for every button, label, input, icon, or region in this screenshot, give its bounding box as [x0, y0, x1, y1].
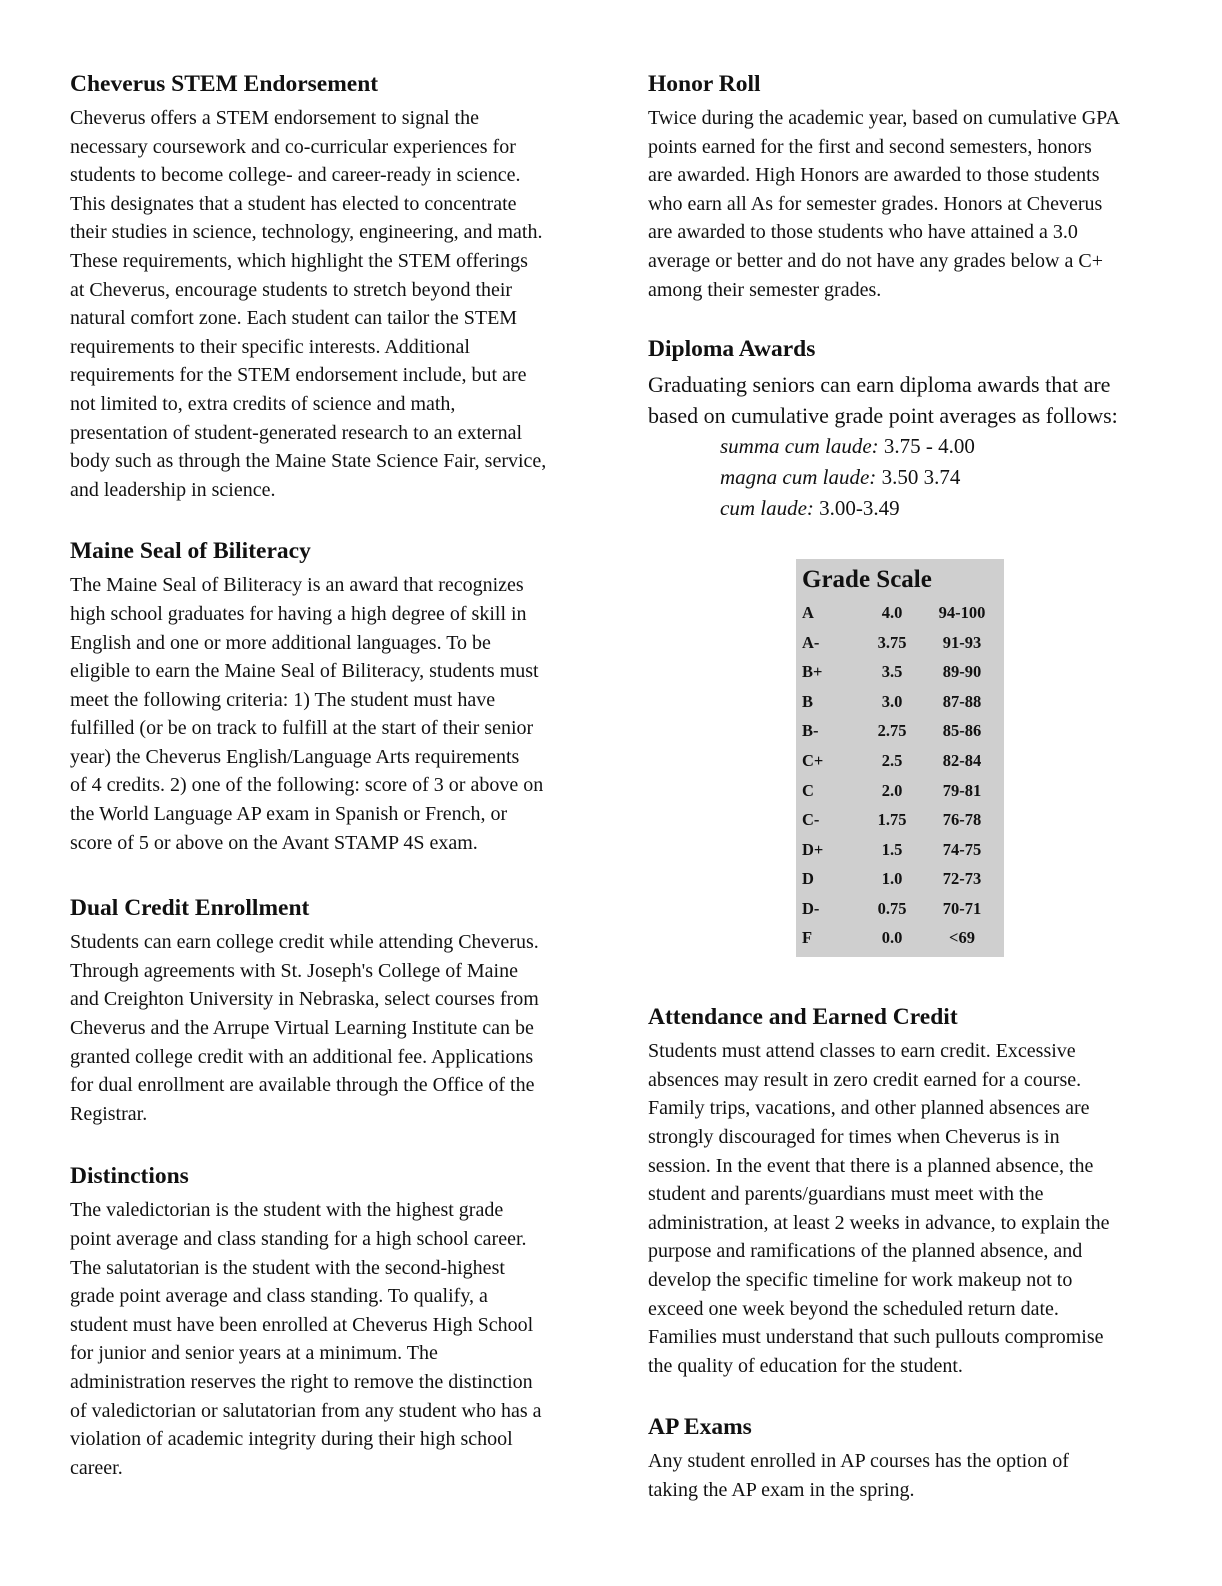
award-line	[648, 462, 1153, 493]
grade-row	[796, 835, 1004, 865]
grade-gpa: 2.5	[881, 750, 903, 770]
grade-gpa: 0.0	[881, 928, 903, 948]
grade-gpa: 3.75	[877, 632, 907, 652]
grade-row	[796, 894, 1004, 924]
right-column	[648, 70, 1153, 1504]
award-label: summa cum laude:	[720, 434, 879, 459]
text-line: their studies in science, technology, engineering, and math.	[70, 221, 543, 244]
text-line: students to become college- and career-ready in science.	[70, 164, 521, 187]
text-line: for dual enrollment are available through the Office of the	[70, 1074, 535, 1097]
text-line: absences may result in zero credit earned for a course.	[648, 1068, 1082, 1091]
biliteracy-body	[70, 571, 575, 857]
dual-credit-heading: Dual Credit Enrollment	[70, 895, 310, 922]
grade-range: 74-75	[942, 839, 982, 859]
grade-range: 72-73	[942, 869, 982, 889]
text-line: fulfilled (or be on track to fulfill at the start of their senior	[70, 717, 534, 740]
text-line: strongly discouraged for times when Cheverus is in	[648, 1125, 1060, 1148]
grade-range: 82-84	[942, 750, 982, 770]
text-line: Twice during the academic year, based on cumulative GPA	[648, 107, 1120, 129]
grade-gpa: 3.0	[881, 691, 903, 711]
text-line: meet the following criteria: 1) The student must have	[70, 688, 496, 711]
text-line: natural comfort zone. Each student can tailor the STEM	[70, 307, 518, 330]
text-line: develop the specific timeline for work makeup not to	[648, 1268, 1073, 1291]
grade-letter: D+	[802, 839, 824, 859]
text-line: session. In the event that there is a planned absence, the	[648, 1154, 1094, 1177]
dual-credit-body	[70, 928, 575, 1128]
grade-letter: B+	[802, 662, 823, 682]
grade-gpa: 2.75	[877, 721, 907, 741]
text-line: score of 5 or above on the Avant STAMP 4S exam.	[70, 831, 478, 854]
text-line: based on cumulative grade point averages as follows:	[648, 403, 1118, 429]
grade-row	[796, 657, 1004, 687]
grade-range: 91-93	[942, 632, 982, 652]
award-value: 3.75 - 4.00	[878, 434, 975, 459]
text-line: year) the Cheverus English/Language Arts requirements	[70, 745, 520, 768]
ap-exams-body	[648, 1447, 1153, 1504]
grade-gpa: 4.0	[881, 602, 903, 622]
text-line: not limited to, extra credits of science and math,	[70, 392, 456, 415]
text-line: average or better and do not have any grades below a C+	[648, 249, 1103, 272]
grade-gpa: 1.0	[881, 869, 903, 889]
grade-row	[796, 598, 1004, 628]
grade-row	[796, 805, 1004, 835]
grade-letter: D-	[802, 898, 820, 918]
grade-letter: C+	[802, 750, 824, 770]
text-line: eligible to earn the Maine Seal of Biliteracy, students must	[70, 660, 539, 683]
text-line: for junior and senior years at a minimum. The	[70, 1342, 438, 1365]
text-line: exceed one week beyond the scheduled return date.	[648, 1297, 1059, 1320]
grade-range: 79-81	[942, 780, 982, 800]
text-line: points earned for the first and second semesters, honors	[648, 135, 1092, 158]
honor-roll-heading: Honor Roll	[648, 71, 761, 97]
text-line: grade point average and class standing. To qualify, a	[70, 1285, 488, 1308]
text-line: Cheverus offers a STEM endorsement to signal the	[70, 107, 479, 129]
grade-range: 89-90	[942, 662, 982, 682]
text-line: Through agreements with St. Joseph's College of Maine	[70, 959, 518, 982]
text-line: administration, at least 2 weeks in advance, to explain the	[648, 1211, 1110, 1234]
grade-range: 70-71	[942, 898, 982, 918]
text-line: point average and class standing for a high school career.	[70, 1228, 527, 1250]
grade-letter: C	[802, 780, 814, 800]
text-line: of 4 credits. 2) one of the following: score of 3 or above on	[70, 774, 544, 797]
text-line: at Cheverus, encourage students to stretch beyond their	[70, 278, 513, 301]
grade-row	[796, 687, 1004, 717]
grade-gpa: 3.5	[881, 662, 903, 682]
text-line: These requirements, which highlight the STEM offerings	[70, 249, 528, 272]
text-line: among their semester grades.	[648, 278, 882, 301]
text-line: Students can earn college credit while attending Cheverus.	[70, 931, 539, 954]
grade-gpa: 1.5	[881, 839, 903, 859]
text-line: body such as through the Maine State Science Fair, service,	[70, 450, 547, 473]
award-value: 3.00-3.49	[813, 496, 900, 521]
grade-range: 87-88	[942, 691, 982, 711]
text-line: administration reserves the right to remove the distinction	[70, 1370, 533, 1393]
dual-credit-section	[70, 894, 575, 1128]
attendance-body	[648, 1037, 1153, 1380]
grade-row	[796, 924, 1004, 954]
text-line: The valedictorian is the student with the highest grade	[70, 1199, 504, 1222]
grade-range: <69	[949, 928, 975, 948]
text-line: who earn all As for semester grades. Honors at Cheverus	[648, 192, 1103, 215]
grade-range: 76-78	[942, 810, 982, 830]
text-line: Cheverus and the Arrupe Virtual Learning Institute can be	[70, 1017, 534, 1040]
text-line: requirements to their specific interests. Additional	[70, 335, 470, 358]
grade-row	[796, 717, 1004, 747]
grade-letter: D	[802, 869, 814, 889]
text-line: are awarded to those students who have attained a 3.0	[648, 221, 1078, 244]
text-line: requirements for the STEM endorsement include, but are	[70, 364, 527, 387]
grade-letter: A-	[802, 632, 820, 652]
attendance-heading: Attendance and Earned Credit	[648, 1004, 958, 1031]
grade-gpa: 2.0	[881, 780, 903, 800]
grade-row	[796, 746, 1004, 776]
distinctions-heading: Distinctions	[70, 1163, 189, 1190]
text-line: The Maine Seal of Biliteracy is an award that recognizes	[70, 574, 524, 597]
grade-letter: B-	[802, 721, 819, 741]
text-line: the World Language AP exam in Spanish or French, or	[70, 803, 508, 826]
stem-heading: Cheverus STEM Endorsement	[70, 71, 379, 97]
text-line: necessary coursework and co-curricular experiences for	[70, 135, 516, 158]
grade-range: 85-86	[942, 721, 982, 741]
text-line: English and one or more additional languages. To be	[70, 631, 491, 654]
ap-exams-heading: AP Exams	[648, 1414, 752, 1441]
text-line: and leadership in science.	[70, 478, 276, 501]
text-line: student must have been enrolled at Cheverus High School	[70, 1313, 534, 1336]
grade-letter: A	[802, 602, 814, 622]
honor-roll-section	[648, 70, 1153, 304]
attendance-section	[648, 1003, 1153, 1380]
biliteracy-section	[70, 537, 575, 857]
distinctions-body	[70, 1196, 575, 1482]
diploma-awards-heading: Diploma Awards	[648, 336, 816, 363]
text-line: purpose and ramifications of the planned absence, and	[648, 1240, 1083, 1263]
award-value: 3.50 3.74	[876, 465, 961, 490]
text-line: presentation of student-generated research to an external	[70, 421, 523, 444]
grade-gpa: 0.75	[877, 898, 907, 918]
text-line: high school graduates for having a high degree of skill in	[70, 602, 527, 625]
biliteracy-heading: Maine Seal of Biliteracy	[70, 538, 311, 565]
award-line	[648, 493, 1153, 524]
grade-row	[796, 865, 1004, 895]
text-line: Registrar.	[70, 1102, 148, 1125]
text-line: Family trips, vacations, and other planned absences are	[648, 1097, 1090, 1120]
text-line: taking the AP exam in the spring.	[648, 1478, 915, 1501]
text-line: Students must attend classes to earn credit. Excessive	[648, 1040, 1076, 1063]
award-line	[648, 431, 1153, 462]
grade-scale-title: Grade Scale	[802, 566, 932, 594]
grade-scale-rows	[796, 598, 1004, 953]
award-label: magna cum laude:	[720, 465, 877, 490]
grade-row	[796, 628, 1004, 658]
text-line: and Creighton University in Nebraska, select courses from	[70, 988, 539, 1011]
honor-roll-body	[648, 104, 1153, 304]
diploma-awards-intro	[648, 369, 1153, 431]
text-line: Graduating seniors can earn diploma awards that are	[648, 372, 1111, 398]
grade-letter: C-	[802, 810, 820, 830]
grade-range: 94-100	[938, 602, 986, 622]
grade-letter: B	[802, 691, 814, 711]
grade-scale-table	[796, 559, 1004, 957]
stem-body	[70, 104, 575, 504]
text-line: The salutatorian is the student with the second-highest	[70, 1256, 505, 1279]
grade-row	[796, 776, 1004, 806]
grade-letter: F	[802, 928, 813, 948]
text-line: This designates that a student has elected to concentrate	[70, 192, 517, 215]
text-line: granted college credit with an additional fee. Applications	[70, 1045, 534, 1068]
diploma-awards-section	[648, 335, 1153, 524]
left-column	[70, 70, 575, 1482]
text-line: Any student enrolled in AP courses has the option of	[648, 1450, 1069, 1473]
ap-exams-section	[648, 1413, 1153, 1504]
text-line: student and parents/guardians must meet with the	[648, 1183, 1044, 1206]
text-line: Families must understand that such pullouts compromise	[648, 1326, 1104, 1349]
text-line: violation of academic integrity during their high school	[70, 1428, 513, 1451]
grade-gpa: 1.75	[877, 810, 907, 830]
text-line: of valedictorian or salutatorian from any student who has a	[70, 1399, 542, 1422]
text-line: career.	[70, 1456, 123, 1479]
distinctions-section	[70, 1162, 575, 1482]
award-label: cum laude:	[720, 496, 814, 521]
stem-section	[70, 70, 575, 504]
text-line: the quality of education for the student.	[648, 1354, 963, 1377]
award-list	[648, 431, 1153, 524]
text-line: are awarded. High Honors are awarded to those students	[648, 164, 1100, 187]
